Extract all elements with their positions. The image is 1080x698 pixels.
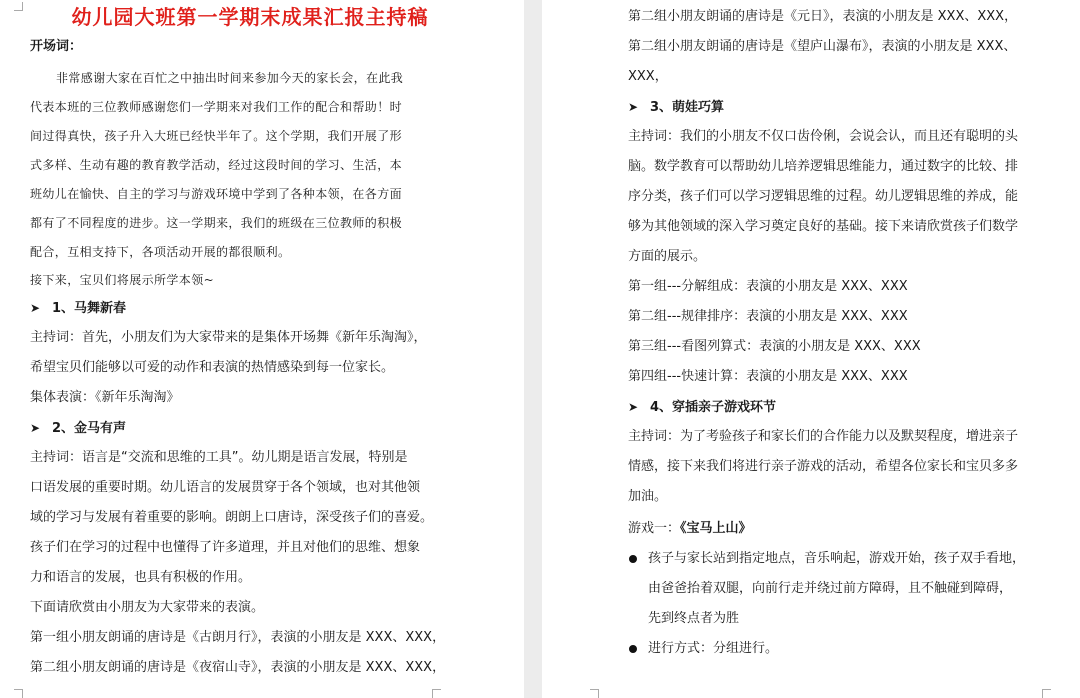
- opening-line: 非常感谢大家在百忙之中抽出时间来参加今天的家长会，在此我: [56, 71, 404, 85]
- opening-label: 开场词：: [30, 39, 83, 54]
- section-heading: [30, 413, 442, 443]
- body-line: 方面的展示。: [628, 249, 707, 264]
- bullet-continuation: 先到终点者为胜: [648, 611, 740, 626]
- opening-line: 接下来，宝贝们将展示所学本领~: [30, 273, 215, 287]
- game-title-line: [628, 514, 1042, 544]
- arrow-bullet-icon: ➤: [628, 400, 639, 414]
- body-line: 集体表演：《新年乐淘淘》: [30, 390, 180, 405]
- opening-line: 配合，互相支持下，各项活动开展的都很顺利。: [30, 245, 291, 259]
- section-heading: [30, 293, 442, 323]
- body-line: 希望宝贝们能够以可爱的动作和表演的热情感染到每一位家长。: [30, 360, 395, 375]
- bullet-list-item: [628, 634, 1042, 664]
- game-name: 《宝马上山》: [680, 521, 752, 536]
- bullet-list-item: [628, 544, 1042, 574]
- arrow-bullet-icon: ➤: [628, 100, 639, 114]
- body-line: 孩子们在学习的过程中也懂得了许多道理，并且对他们的思维、想象: [30, 540, 421, 555]
- game-label: 游戏一：: [628, 521, 681, 536]
- body-line: 第二组小朋友朗诵的唐诗是《望庐山瀑布》，表演的小朋友是 XXX、: [628, 39, 1017, 54]
- bullet-text: 孩子与家长站到指定地点，音乐响起，游戏开始，孩子双手看地，: [648, 551, 1026, 566]
- opening-line: 间过得真快，孩子升入大班已经快半年了。这个学期，我们开展了形: [30, 129, 403, 143]
- section-heading-text: 2、金马有声: [52, 421, 127, 436]
- body-line: 下面请欣赏由小朋友为大家带来的表演。: [30, 600, 265, 615]
- group-line: 第四组---快速计算：表演的小朋友是 XXX、XXX: [628, 369, 908, 384]
- body-line: 主持词：首先，小朋友们为大家带来的是集体开场舞《新年乐淘淘》，: [30, 330, 427, 345]
- body-line: 口语发展的重要时期。幼儿语言的发展贯穿于各个领域，也对其他领: [30, 480, 421, 495]
- opening-section: [30, 34, 446, 683]
- arrow-bullet-icon: ➤: [30, 301, 41, 315]
- section-heading-text: 1、马舞新春: [52, 301, 127, 316]
- page-corner-mark: [14, 689, 23, 698]
- arrow-bullet-icon: ➤: [30, 421, 41, 435]
- body-line: 第一组小朋友朗诵的唐诗是《古朗月行》，表演的小朋友是 XXX、XXX，: [30, 630, 446, 645]
- group-line: 第三组---看图列算式：表演的小朋友是 XXX、XXX: [628, 339, 921, 354]
- body-line: 够为其他领域的深入学习奠定良好的基础。接下来请欣赏孩子们数学: [628, 219, 1019, 234]
- document-title: 幼儿园大班第一学期末成果汇报主持稿: [71, 5, 429, 29]
- page-corner-mark: [590, 689, 599, 698]
- body-line: 第二组小朋友朗诵的唐诗是《元日》，表演的小朋友是 XXX、XXX，: [628, 9, 1018, 24]
- section-heading: [628, 92, 1042, 122]
- page-corner-mark: [14, 2, 23, 11]
- bullet-text: 进行方式：分组进行。: [648, 641, 779, 656]
- group-line: 第二组---规律排序：表演的小朋友是 XXX、XXX: [628, 309, 908, 324]
- right-page-content: [628, 2, 1042, 664]
- bullet-dot-icon: [629, 645, 637, 653]
- document-page-right: [542, 0, 1080, 698]
- opening-line: 式多样、生动有趣的教育教学活动，经过这段时间的学习、生活，本: [30, 158, 403, 172]
- opening-line: 都有了不同程度的进步。这一学期来，我们的班级在三位教师的积极: [30, 216, 403, 230]
- body-line: 脑。数学教育可以帮助幼儿培养逻辑思维能力，通过数字的比较、排: [628, 159, 1019, 174]
- bullet-dot-icon: [629, 555, 637, 563]
- body-line: 力和语言的发展，也具有积极的作用。: [30, 570, 252, 585]
- section-heading-text: 4、穿插亲子游戏环节: [650, 400, 777, 415]
- opening-line: 代表本班的三位教师感谢您们一学期来对我们工作的配合和帮助！时: [30, 100, 403, 114]
- body-line: XXX，: [628, 69, 668, 84]
- body-line: 域的学习与发展有着重要的影响。朗朗上口唐诗，深受孩子们的喜爱。: [30, 510, 434, 525]
- document-page-left: [0, 0, 524, 698]
- body-line: 加油。: [628, 489, 668, 504]
- body-line: 序分类，孩子们可以学习逻辑思维的过程。幼儿逻辑思维的养成，能: [628, 189, 1019, 204]
- group-line: 第一组---分解组成：表演的小朋友是 XXX、XXX: [628, 279, 908, 294]
- section-heading-text: 3、萌娃巧算: [650, 100, 725, 115]
- body-line: 主持词：我们的小朋友不仅口齿伶俐，会说会认，而且还有聪明的头: [628, 129, 1019, 144]
- opening-line: 班幼儿在愉快、自主的学习与游戏环境中学到了各种本领，在各方面: [30, 187, 403, 201]
- body-line: 情感，接下来我们将进行亲子游戏的活动，希望各位家长和宝贝多多: [628, 459, 1019, 474]
- body-line: 主持词：为了考验孩子和家长们的合作能力以及默契程度，增进亲子: [628, 429, 1019, 444]
- page-corner-mark: [432, 689, 441, 698]
- body-line: 主持词：语言是“交流和思维的工具”。幼儿期是语言发展，特别是: [30, 450, 408, 465]
- section-heading: [628, 392, 1042, 422]
- body-line: 第二组小朋友朗诵的唐诗是《夜宿山寺》，表演的小朋友是 XXX、XXX，: [30, 660, 446, 675]
- page-corner-mark: [1042, 689, 1051, 698]
- bullet-continuation: 由爸爸抬着双腿，向前行走并绕过前方障碍，且不触碰到障碍，: [648, 581, 1013, 596]
